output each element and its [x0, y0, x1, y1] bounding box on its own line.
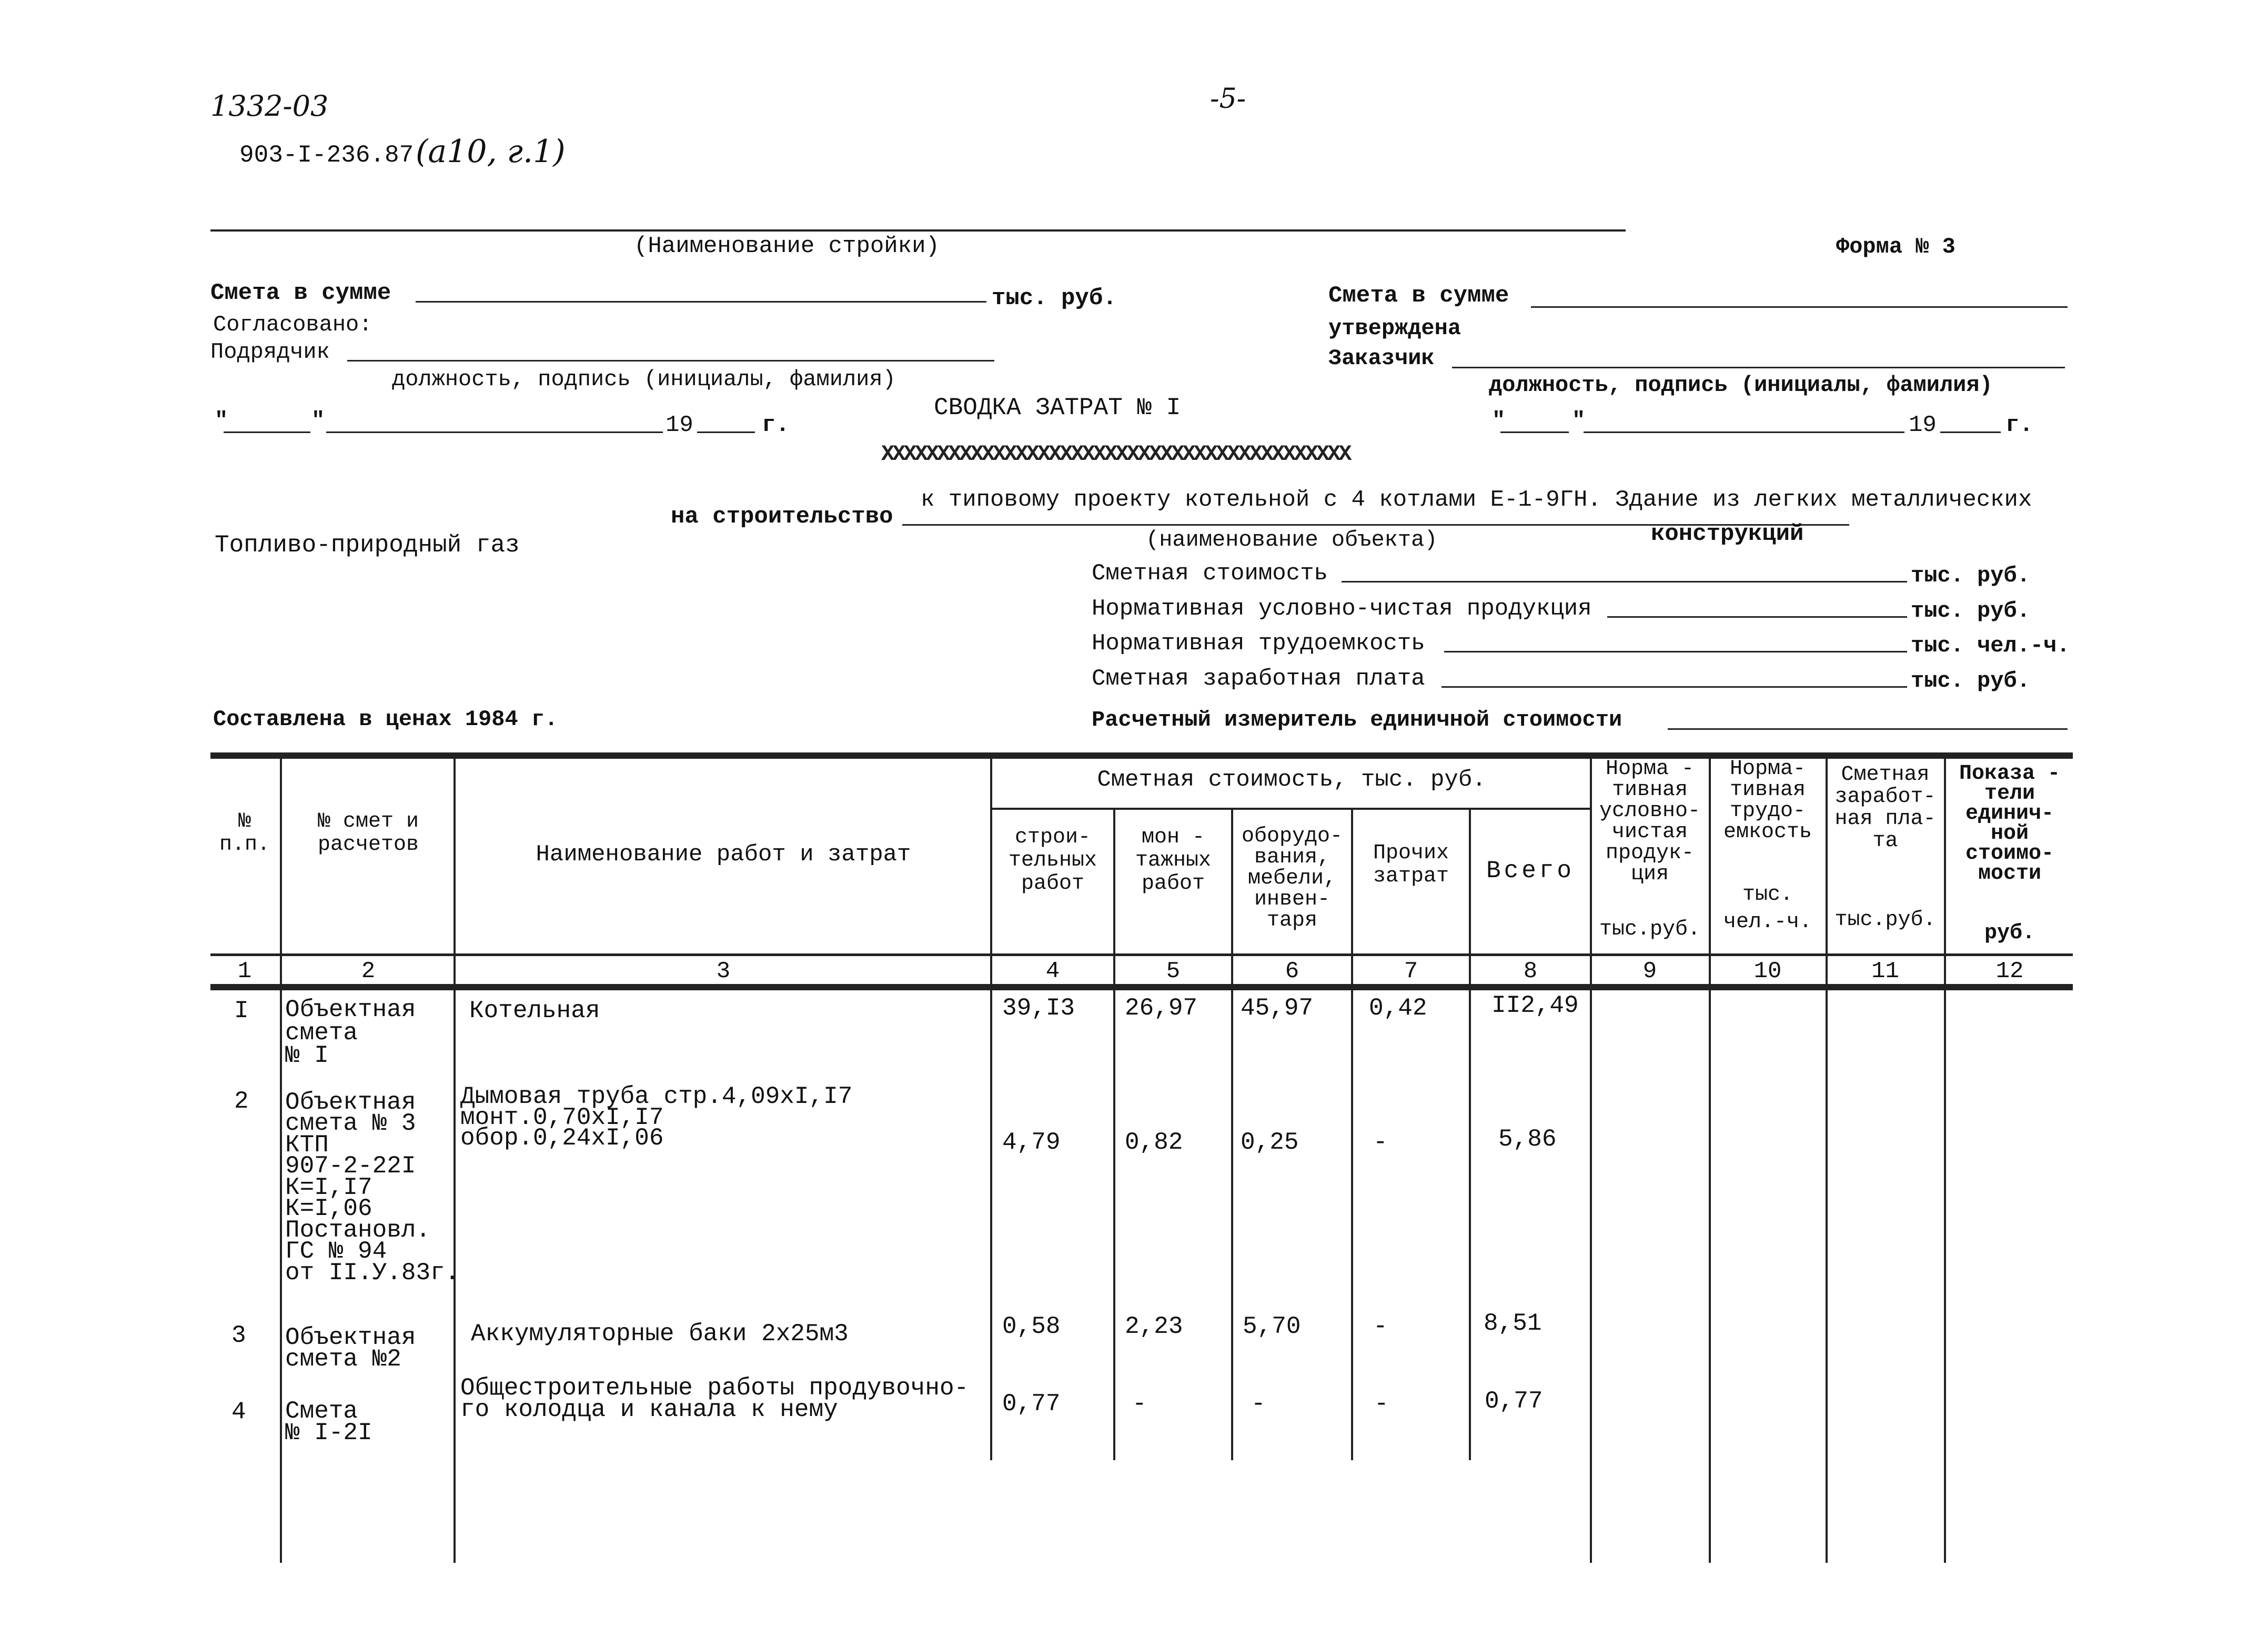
colnum-7: 7	[1404, 958, 1418, 985]
header-estimate-number: № смет и расчетов	[317, 810, 419, 857]
left-date-day-line	[224, 431, 310, 433]
header-bottom-rule	[210, 953, 2073, 956]
metric-wages-line	[1442, 686, 1907, 688]
left-estimate-sum-label: Смета в сумме	[210, 280, 391, 306]
row1-name: Котельная	[469, 997, 600, 1025]
col-divider-9	[1709, 752, 1711, 1563]
row4-other: -	[1374, 1390, 1389, 1418]
row3-num: 3	[231, 1322, 246, 1349]
row3-estimate: Объектная смета №2	[285, 1324, 416, 1373]
for-construction-label: на строительство	[671, 504, 893, 530]
row2-equipment: 0,25	[1241, 1129, 1299, 1156]
header-equipment: оборудо- вания, мебели, инвен- таря	[1241, 825, 1343, 932]
header-construction-works: строи- тельных работ	[1008, 826, 1097, 896]
struck-out-text: XXXXXXXXXXXXXXXXXXXXXXXXXXXXXXXXXXXXXXXXXX	[881, 441, 1350, 467]
header-installation-works: мон - тажных работ	[1135, 826, 1212, 896]
row4-installation: -	[1132, 1390, 1147, 1418]
header-unit-cost: Показа - тели единич- ной стоимо- мости	[1959, 762, 2061, 886]
metric-net-product-unit: тыс. руб.	[1911, 598, 2030, 624]
colnum-3: 3	[716, 958, 731, 985]
row2-construction: 4,79	[1002, 1129, 1061, 1156]
col-divider-4	[1113, 808, 1115, 1460]
header-total: Всего	[1486, 857, 1575, 885]
object-caption: (наименование объекта)	[1146, 527, 1438, 553]
header-other-costs: Прочих затрат	[1373, 841, 1449, 888]
column-numbers-rule	[210, 984, 2073, 990]
row2-estimate: Объектная смета № 3 КТП 907-2-22I К=I,I7 К=I,06 Постановл. ГС № 94 от II.У.83г.	[285, 1089, 460, 1287]
row3-installation: 2,23	[1125, 1313, 1183, 1340]
row2-num: 2	[234, 1088, 249, 1115]
row4-total: 0,77	[1485, 1388, 1543, 1415]
left-estimate-sum-line	[416, 301, 986, 303]
right-estimate-sum-line	[1531, 306, 2068, 308]
col-divider-11	[1944, 752, 1946, 1563]
row3-total: 8,51	[1484, 1310, 1542, 1337]
col-divider-10	[1826, 752, 1828, 1563]
row3-construction: 0,58	[1002, 1313, 1061, 1340]
row4-equipment: -	[1251, 1390, 1266, 1418]
colnum-6: 6	[1285, 958, 1299, 985]
colnum-1: 1	[237, 958, 252, 985]
metric-estimated-cost-unit: тыс. руб.	[1911, 563, 2030, 588]
contractor-label: Подрядчик	[210, 339, 330, 365]
metric-labor-line	[1444, 651, 1907, 652]
metric-unit-meter-label: Расчетный измеритель единичной стоимости	[1092, 707, 1622, 732]
header-net-product-unit: тыс.руб.	[1599, 918, 1701, 941]
colnum-9: 9	[1642, 958, 1657, 985]
approved-label: утверждена	[1328, 316, 1461, 341]
object-name-line1: к типовому проекту котельной с 4 котлами Е-1-9ГН. Здание из легких металлических	[921, 487, 2032, 513]
fuel-label: Топливо-природный газ	[215, 531, 520, 559]
construction-name-line	[210, 229, 1626, 232]
project-code: 903-I-236.87	[239, 142, 414, 169]
row4-num: 4	[231, 1398, 246, 1425]
colnum-4: 4	[1045, 958, 1060, 985]
cost-summary-table	[210, 752, 2073, 1563]
row2-total: 5,86	[1498, 1126, 1557, 1153]
row2-installation: 0,82	[1125, 1129, 1183, 1156]
header-item-number: № п.п.	[219, 810, 270, 857]
colnum-11: 11	[1871, 958, 1899, 985]
group-header-estimated-cost: Сметная стоимость, тыс. руб.	[1097, 767, 1486, 793]
header-work-name: Наименование работ и затрат	[536, 841, 911, 868]
colnum-8: 8	[1523, 958, 1538, 985]
header-wages-unit: тыс.руб.	[1834, 908, 1936, 932]
contractor-line	[347, 360, 994, 361]
metric-estimated-cost-line	[1342, 581, 1907, 583]
left-date-month-line	[326, 431, 663, 433]
col-divider-6	[1351, 808, 1353, 1460]
col-divider-8	[1590, 752, 1592, 1563]
col-divider-7	[1469, 808, 1471, 1460]
header-labor: Норма- тивная трудо- емкость	[1723, 757, 1812, 844]
row4-construction: 0,77	[1002, 1390, 1061, 1418]
col-divider-1	[280, 752, 282, 1563]
row1-total: II2,49	[1491, 992, 1579, 1019]
colnum-10: 10	[1753, 958, 1782, 985]
header-net-product: Норма - тивная условно- чистая продук- ция	[1599, 757, 1701, 886]
customer-label: Заказчик	[1328, 346, 1435, 371]
customer-line	[1452, 367, 2065, 368]
row2-other: -	[1373, 1129, 1388, 1156]
colnum-12: 12	[1995, 958, 2024, 985]
header-wages: Сметная заработ- ная пла- та	[1834, 763, 1936, 853]
metric-estimated-cost-label: Сметная стоимость	[1092, 560, 1328, 587]
form-number: Форма № 3	[1836, 234, 1955, 259]
metric-wages-unit: тыс. руб.	[1911, 668, 2030, 694]
metric-labor-unit: тыс. чел.-ч.	[1911, 633, 2070, 658]
col-divider-5	[1231, 808, 1233, 1460]
metric-wages-label: Сметная заработная плата	[1092, 666, 1425, 692]
row2-name: Дымовая труба стр.4,09хI,I7 монт.0,70хI,I7 обор.0,24хI,06	[460, 1083, 853, 1152]
row1-estimate: Объектная смета № I	[285, 996, 416, 1070]
right-date-quote-close: "	[1572, 408, 1586, 433]
object-name-line2: конструкций	[1651, 521, 1804, 547]
left-estimate-unit: тыс. руб.	[992, 285, 1117, 312]
right-year-line	[1940, 431, 2001, 433]
row1-equipment: 45,97	[1241, 995, 1314, 1022]
row1-other: 0,42	[1369, 995, 1427, 1022]
right-year-prefix: 19	[1909, 412, 1937, 438]
left-date-quote-open: "	[215, 408, 228, 433]
left-date-quote-close: "	[311, 408, 325, 433]
row3-name: Аккумуляторные баки 2х25м3	[471, 1320, 849, 1348]
right-year-suffix: г.	[2005, 412, 2033, 438]
right-signature-caption: должность, подпись (инициалы, фамилия)	[1489, 373, 1993, 398]
compiled-prices-note: Составлена в ценах 1984 г.	[213, 707, 558, 732]
row1-num: I	[234, 997, 249, 1025]
header-labor-unit: тыс. чел.-ч.	[1723, 883, 1812, 934]
right-estimate-sum-label: Смета в сумме	[1328, 283, 1509, 309]
row4-name: Общестроительные работы продувочно- го колодца и канала к нему	[460, 1374, 969, 1424]
metric-labor-label: Нормативная трудоемкость	[1092, 630, 1425, 657]
left-year-line	[697, 431, 755, 433]
handwritten-archive-code: 1332-03	[210, 89, 329, 123]
metric-net-product-line	[1607, 616, 1907, 618]
row1-construction: 39,I3	[1002, 995, 1075, 1022]
row4-estimate: Смета № I-2I	[285, 1398, 372, 1447]
metric-unit-meter-line	[1668, 728, 2068, 730]
left-year-suffix: г.	[762, 412, 790, 438]
right-date-quote-open: "	[1492, 408, 1506, 433]
col-divider-3	[990, 752, 992, 1460]
left-year-prefix: 19	[666, 412, 693, 438]
row1-installation: 26,97	[1125, 995, 1198, 1022]
metric-net-product-label: Нормативная условно-чистая продукция	[1092, 596, 1592, 622]
agreed-label: Согласовано:	[213, 312, 372, 337]
row3-other: -	[1373, 1313, 1388, 1340]
right-date-day-line	[1500, 431, 1569, 433]
header-unit-cost-unit: руб.	[1984, 921, 2035, 945]
left-signature-caption: должность, подпись (инициалы, фамилия)	[392, 367, 896, 392]
row3-equipment: 5,70	[1243, 1313, 1301, 1340]
right-date-month-line	[1584, 431, 1904, 433]
summary-title: СВОДКА ЗАТРАТ № I	[934, 394, 1181, 421]
page-number: -5-	[1210, 83, 1246, 115]
colnum-2: 2	[361, 958, 376, 985]
group-header-rule	[990, 808, 1590, 810]
colnum-5: 5	[1166, 958, 1181, 985]
construction-caption: (Наименование стройки)	[634, 233, 940, 259]
project-code-handwritten-note: (а10, г.1)	[416, 133, 566, 170]
